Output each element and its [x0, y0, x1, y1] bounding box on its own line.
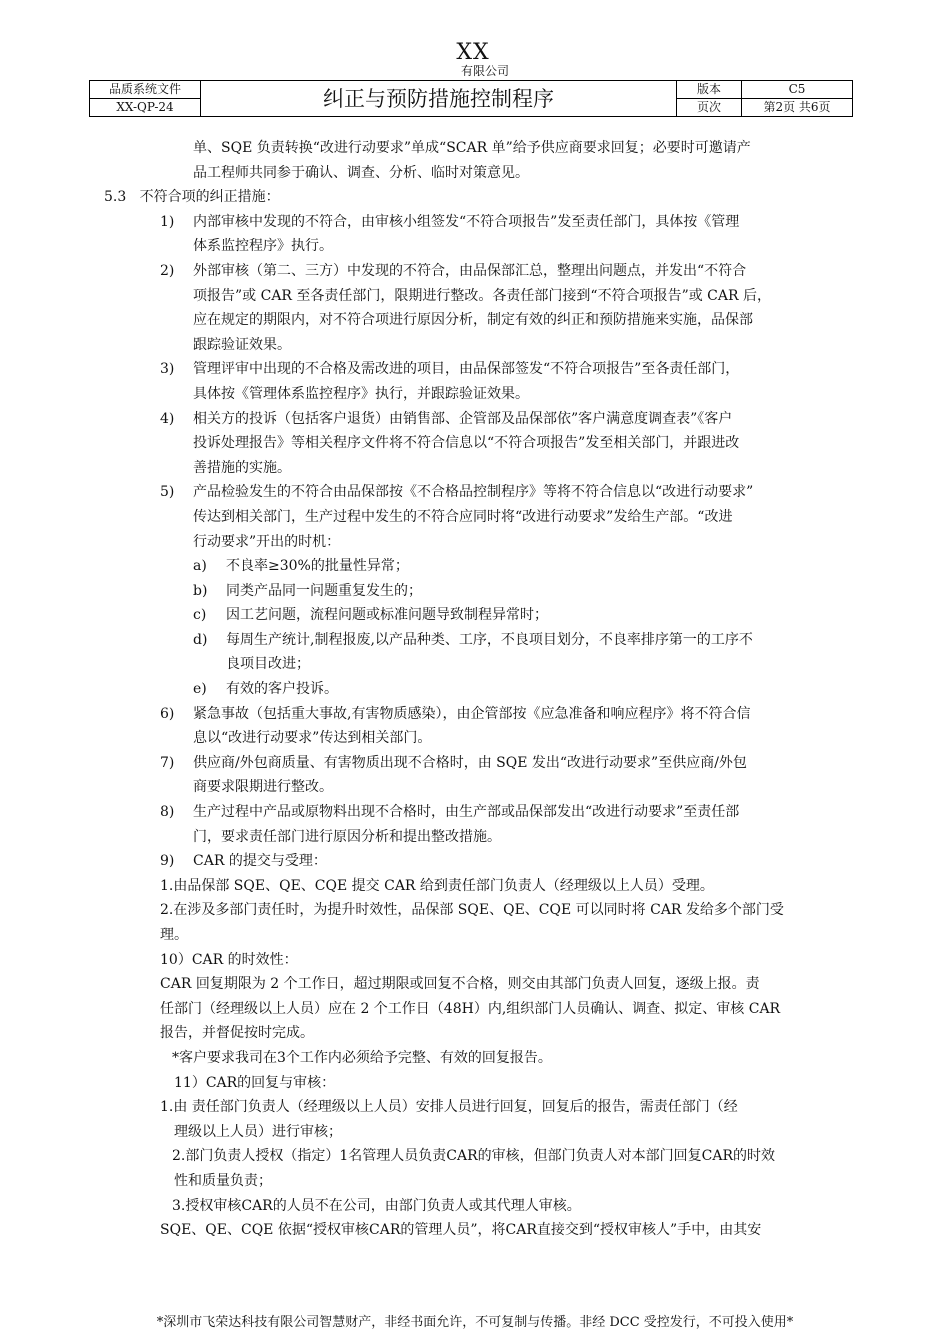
item-line: 生产过程中产品或原物料出现不合格时，由生产部或品保部发出“改进行动要求”至责任部 [193, 804, 740, 821]
item-number: 4) [160, 410, 175, 427]
doc-type: 品质系统文件 [90, 81, 201, 99]
car-submit-line: 1.由品保部 SQE、QE、CQE 提交 CAR 给到责任部门负责人（经理级以上人员）受理。 [160, 877, 714, 894]
item-line: 具体按《管理体系监控程序》执行，并跟踪验证效果。 [193, 385, 529, 402]
item-line: 息以“改进行动要求”传达到相关部门。 [193, 730, 432, 747]
car-reply-title: 11）CAR的回复与审核： [174, 1074, 336, 1091]
item-number: 7) [160, 754, 175, 771]
version-label: 版本 [677, 81, 742, 99]
footer-notice: *深圳市飞荣达科技有限公司智慧财产，非经书面允许，不可复制与传播。非经 DCC 受控发行，不可投入使用* [156, 1315, 794, 1330]
item-line: 商要求限期进行整改。 [193, 779, 333, 796]
car-time-note: *客户要求我司在3个工作内必须给予完整、有效的回复报告。 [172, 1049, 552, 1066]
item-line: 跟踪验证效果。 [193, 336, 291, 353]
item-number: b) [193, 582, 208, 599]
numbered-item [160, 800, 863, 849]
item-number: 8) [160, 804, 175, 821]
car-reply-line: SQE、QE、CQE 依据“授权审核CAR的管理人员”，将CAR直接交到“授权审核人”手中，由其安 [160, 1222, 762, 1239]
item-line: 善措施的实施。 [193, 459, 291, 476]
car-reply-line: 2.部门负责人授权（指定）1名管理人员负责CAR的审核，但部门负责人对本部门回复CAR的时效 [172, 1148, 775, 1165]
sub-list-item [160, 603, 863, 628]
item-line: 项报告”或 CAR 至各责任部门，限期进行整改。各责任部门接到“不符合项报告”或 CAR 后， [193, 287, 771, 304]
item-line: 门，要求责任部门进行原因分析和提出整改措施。 [193, 828, 501, 845]
sub-list-item [160, 579, 863, 604]
item-line: 管理评审中出现的不合格及需改进的项目，由品保部签发“不符合项报告”至各责任部门， [193, 361, 740, 378]
car-submit-line: 2.在涉及多部门责任时，为提升时效性，品保部 SQE、QE、CQE 可以同时将 CAR 发给多个部门受 [160, 902, 784, 919]
item-line: 有效的客户投诉。 [226, 681, 338, 698]
car-submit-line: 理。 [160, 927, 188, 943]
sub-list-item [160, 677, 863, 702]
intro-line: 品工程师共同参于确认、调查、分析、临时对策意见。 [193, 164, 529, 181]
numbered-item [160, 480, 863, 554]
item-number: c) [193, 607, 207, 624]
sub-list-item [160, 554, 863, 579]
section-heading [104, 185, 863, 210]
numbered-item [160, 210, 863, 259]
numbered-item [160, 407, 863, 481]
car-time-line: 任部门（经理级以上人员）应在 2 个工作日（48H）内,组织部门人员确认、调查、拟定、审核 CAR [160, 1000, 781, 1017]
item-number: d) [193, 631, 208, 648]
car-time-title: 10）CAR 的时效性： [160, 951, 298, 968]
item-number: e) [193, 681, 207, 698]
item-line: 体系监控程序》执行。 [193, 238, 333, 255]
doc-number: XX-QP-24 [90, 99, 201, 117]
item-line: 因工艺问题，流程问题或标准问题导致制程异常时； [226, 607, 548, 624]
car-reply-line: 性和质量负责； [174, 1172, 272, 1189]
car-reply-line: 3.授权审核CAR的人员不在公司，由部门负责人或其代理人审核。 [172, 1197, 581, 1214]
numbered-item [160, 849, 863, 874]
item-number: 6) [160, 705, 175, 722]
item-number: 2) [160, 262, 175, 279]
document-header-table [89, 80, 853, 117]
intro-line: 单、SQE 负责转换“改进行动要求”单成“SCAR 单”给予供应商要求回复；必要时可邀请产 [193, 140, 751, 156]
item-line: 内部审核中发现的不符合，由审核小组签发“不符合项报告”发至责任部门，具体按《管理 [193, 213, 740, 230]
item-line: 行动要求”开出的时机： [193, 533, 341, 550]
numbered-item [160, 702, 863, 751]
company-sub: 有限公司 [461, 64, 510, 78]
item-line: 良项目改进； [226, 656, 310, 673]
item-number: 1) [160, 213, 175, 230]
numbered-item [160, 357, 863, 406]
company-name [0, 40, 950, 78]
sub-list-item [160, 628, 863, 677]
section-number: 5.3 [104, 189, 127, 206]
version-value: C5 [742, 81, 853, 99]
item-line: 传达到相关部门，生产过程中发生的不符合应同时将“改进行动要求”发给生产部。“改进 [193, 508, 733, 525]
car-time-line: 报告，并督促按时完成。 [160, 1025, 314, 1042]
item-line: 供应商/外包商质量、有害物质出现不合格时，由 SQE 发出“改进行动要求”至供应商/外包 [193, 754, 747, 771]
numbered-item [160, 751, 863, 800]
item-line: 外部审核（第二、三方）中发现的不符合，由品保部汇总，整理出问题点，并发出“不符合 [193, 262, 747, 279]
item-line: 应在规定的期限内，对不符合项进行原因分析，制定有效的纠正和预防措施来实施，品保部 [193, 312, 753, 329]
car-time-line: CAR 回复期限为 2 个工作日，超过期限或回复不合格，则交由其部门负责人回复，逐级上报。责 [160, 976, 760, 993]
item-line: 紧急事故（包括重大事故,有害物质感染），由企管部按《应急准备和响应程序》将不符合信 [193, 705, 751, 722]
numbered-item [160, 259, 863, 357]
item-line: 投诉处理报告》等相关程序文件将不符合信息以“不符合项报告”发至相关部门，并跟进改 [193, 435, 740, 452]
item-line: 产品检验发生的不符合由品保部按《不合格品控制程序》等将不符合信息以“改进行动要求” [193, 484, 754, 501]
page-label: 页次 [677, 99, 742, 117]
document-body [104, 136, 863, 1243]
item-number: 5) [160, 484, 175, 501]
car-reply-line: 1.由 责任部门负责人（经理级以上人员）安排人员进行回复，回复后的报告，需责任部门（经 [160, 1099, 738, 1116]
company-main: XX [456, 40, 490, 65]
item-line: 相关方的投诉（包括客户退货）由销售部、企管部及品保部依”客户满意度调查表”《客户 [193, 410, 733, 427]
item-line: 每周生产统计,制程报废,以产品种类、工序，不良项目划分，不良率排序第一的工序不 [226, 631, 753, 648]
item-number: a) [193, 558, 207, 575]
item-line: 同类产品同一问题重复发生的； [226, 582, 422, 599]
car-reply-line: 理级以上人员）进行审核； [174, 1123, 342, 1140]
item-line: 不良率≥30%的批量性异常； [226, 558, 409, 575]
document-title: 纠正与预防措施控制程序 [201, 81, 677, 117]
item-number: 3) [160, 361, 175, 378]
section-title: 不符合项的纠正措施： [139, 189, 280, 206]
item-line: CAR 的提交与受理： [193, 853, 327, 870]
item-number: 9) [160, 853, 175, 870]
page-value: 第2页 共6页 [742, 99, 853, 117]
